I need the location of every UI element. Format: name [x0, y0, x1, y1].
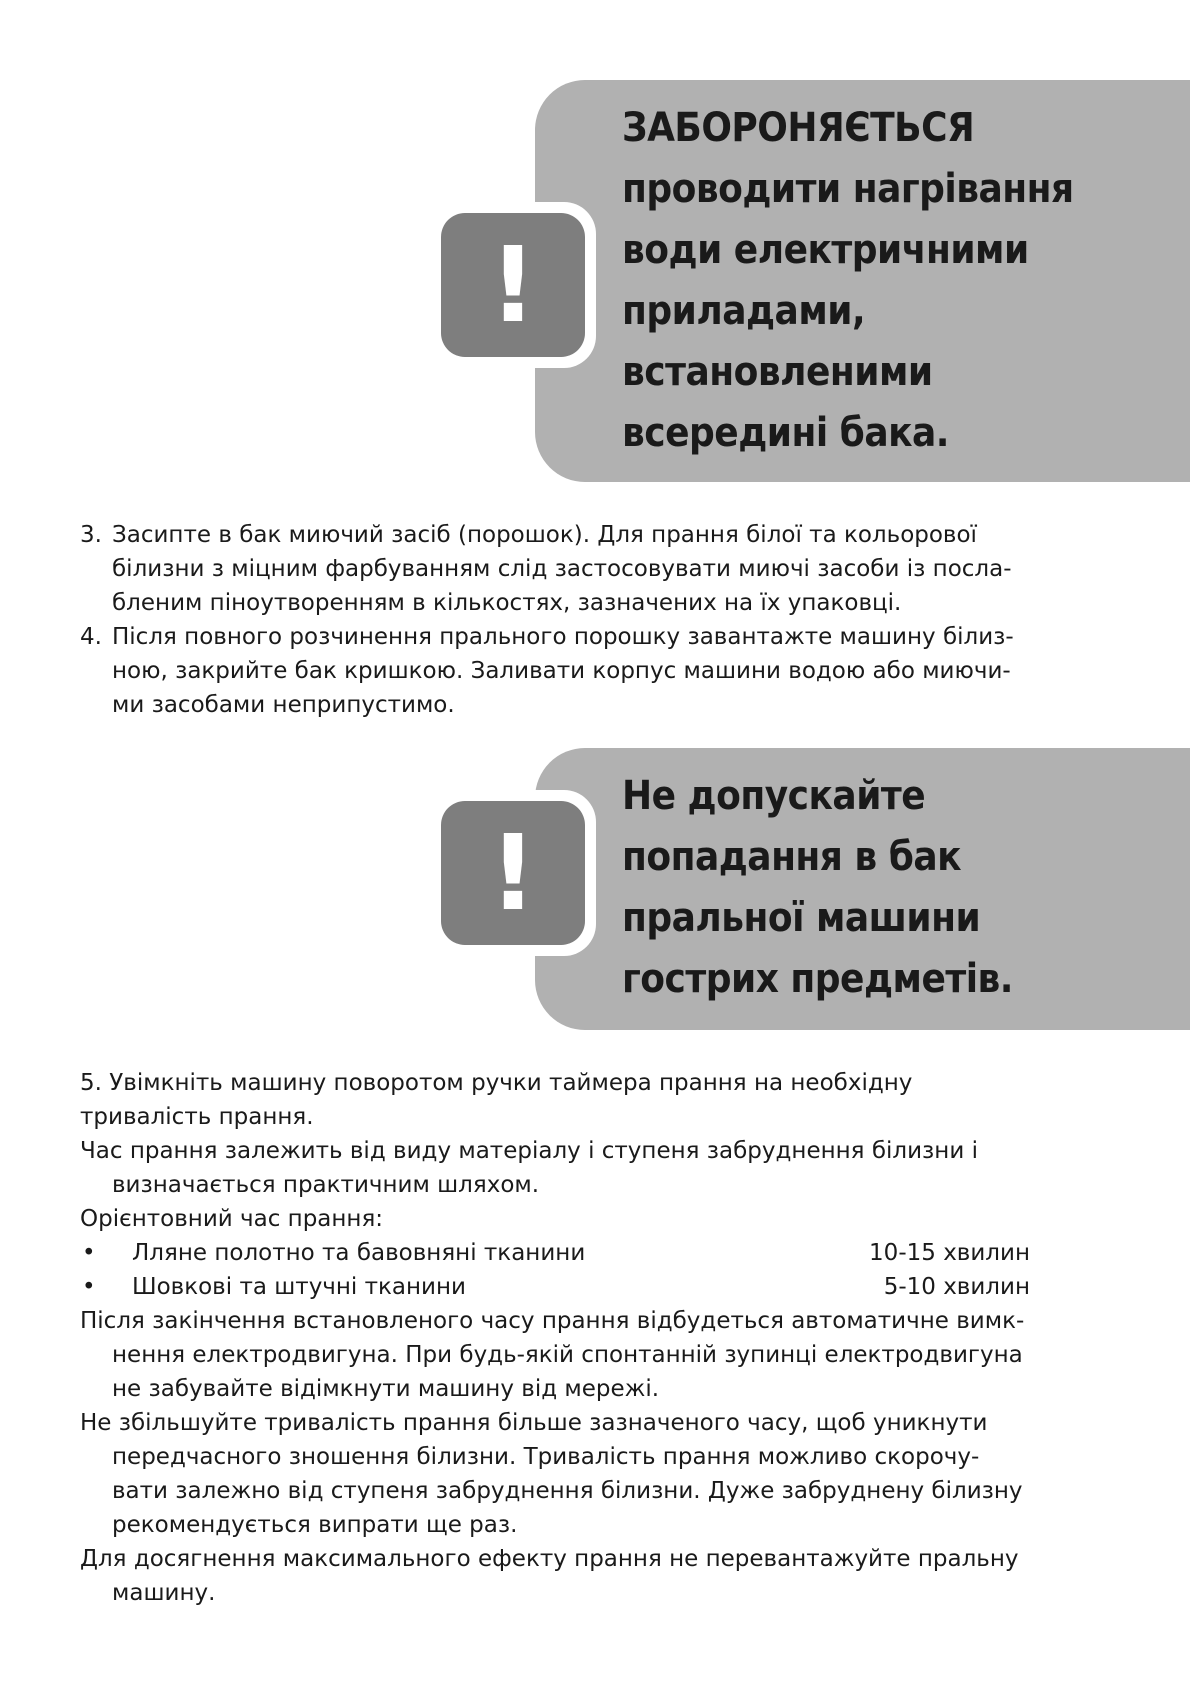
warning-icon-frame — [430, 202, 596, 368]
step-4-line-2: ною, закрийте бак кришкою. Заливати корпус машини водою або миючи- — [112, 658, 1011, 684]
step-3-line-3: бленим піноутворенням в кількостях, зазначених на їх упаковці. — [112, 590, 902, 616]
steps-3-4 — [80, 518, 1040, 722]
bullet-icon: • — [82, 1274, 96, 1300]
list-item — [80, 1270, 1040, 1304]
list-item — [80, 1236, 1040, 1270]
step-number: 3. — [80, 522, 102, 548]
warning-text — [622, 766, 1160, 1010]
warning-text — [622, 98, 1160, 464]
exclamation-icon: ! — [441, 213, 585, 357]
time-paragraph-line-2: визначається практичним шляхом. — [112, 1172, 540, 1198]
no-increase-line-1: Не збільшуйте тривалість прання більше зазначеного часу, щоб уникнути — [80, 1410, 988, 1436]
auto-off-line-3: не забувайте відімкнути машину від мережі. — [112, 1376, 660, 1402]
fabric-label: Лляне полотно та бавовняні тканини — [132, 1240, 586, 1266]
warning-line: Не допускайте — [622, 773, 926, 819]
no-increase-line-4: рекомендується випрати ще раз. — [112, 1512, 518, 1538]
warning-callout-sharp-objects — [0, 748, 1190, 1030]
step-3-line-1: 3. Засипте в бак миючий засіб (порошок). Для прання білої та кольорової — [80, 518, 1040, 552]
auto-off-line-2: нення електродвигуна. При будь-якій спонтанній зупинці електродвигуна — [112, 1342, 1023, 1368]
step-4-line-1: 4. Після повного розчинення прального порошку завантажте машину білиз- — [80, 620, 1040, 654]
warning-line: гострих предметів. — [622, 956, 1013, 1002]
step-4-line-3: ми засобами неприпустимо. — [112, 692, 455, 718]
section-5 — [80, 1066, 1040, 1610]
warning-callout-heating — [0, 80, 1190, 482]
max-effect-line-1: Для досягнення максимального ефекту прання не перевантажуйте пральну — [80, 1546, 1019, 1572]
warning-line: всередині бака. — [622, 410, 949, 456]
auto-off-line-1: Після закінчення встановленого часу прання відбудеться автоматичне вимк- — [80, 1308, 1025, 1334]
warning-line: попадання в бак — [622, 834, 962, 880]
warning-line: води електричними — [622, 227, 1029, 273]
warning-line: проводити нагрівання — [622, 166, 1074, 212]
step-5-line-2: тривалість прання. — [80, 1104, 314, 1130]
fabric-label: Шовкові та штучні тканини — [132, 1274, 466, 1300]
warning-line: приладами, — [622, 288, 866, 334]
no-increase-line-3: вати залежно від ступеня забруднення білизни. Дуже забруднену білизну — [112, 1478, 1023, 1504]
bullet-icon: • — [82, 1240, 96, 1266]
wash-time-value: 5-10 хвилин — [883, 1274, 1030, 1300]
no-increase-line-2: передчасного зношення білизни. Тривалість прання можливо скорочу- — [112, 1444, 980, 1470]
time-paragraph-line-1: Час прання залежить від виду матеріалу і ступеня забруднення білизни і — [80, 1138, 978, 1164]
step-5-line-1: 5. Увімкніть машину поворотом ручки таймера прання на необхідну — [80, 1070, 913, 1096]
max-effect-line-2: машину. — [112, 1580, 216, 1606]
wash-time-value: 10-15 хвилин — [869, 1240, 1030, 1266]
warning-line: пральної машини — [622, 895, 981, 941]
warning-line: встановленими — [622, 349, 933, 395]
warning-icon-frame — [430, 790, 596, 956]
approx-time-label: Орієнтовний час прання: — [80, 1206, 384, 1232]
step-3-line-2: білизни з міцним фарбуванням слід застосовувати миючі засоби із посла- — [112, 556, 1012, 582]
exclamation-icon: ! — [441, 801, 585, 945]
step-number: 4. — [80, 624, 102, 650]
warning-heading: ЗАБОРОНЯЄТЬСЯ — [622, 105, 975, 151]
